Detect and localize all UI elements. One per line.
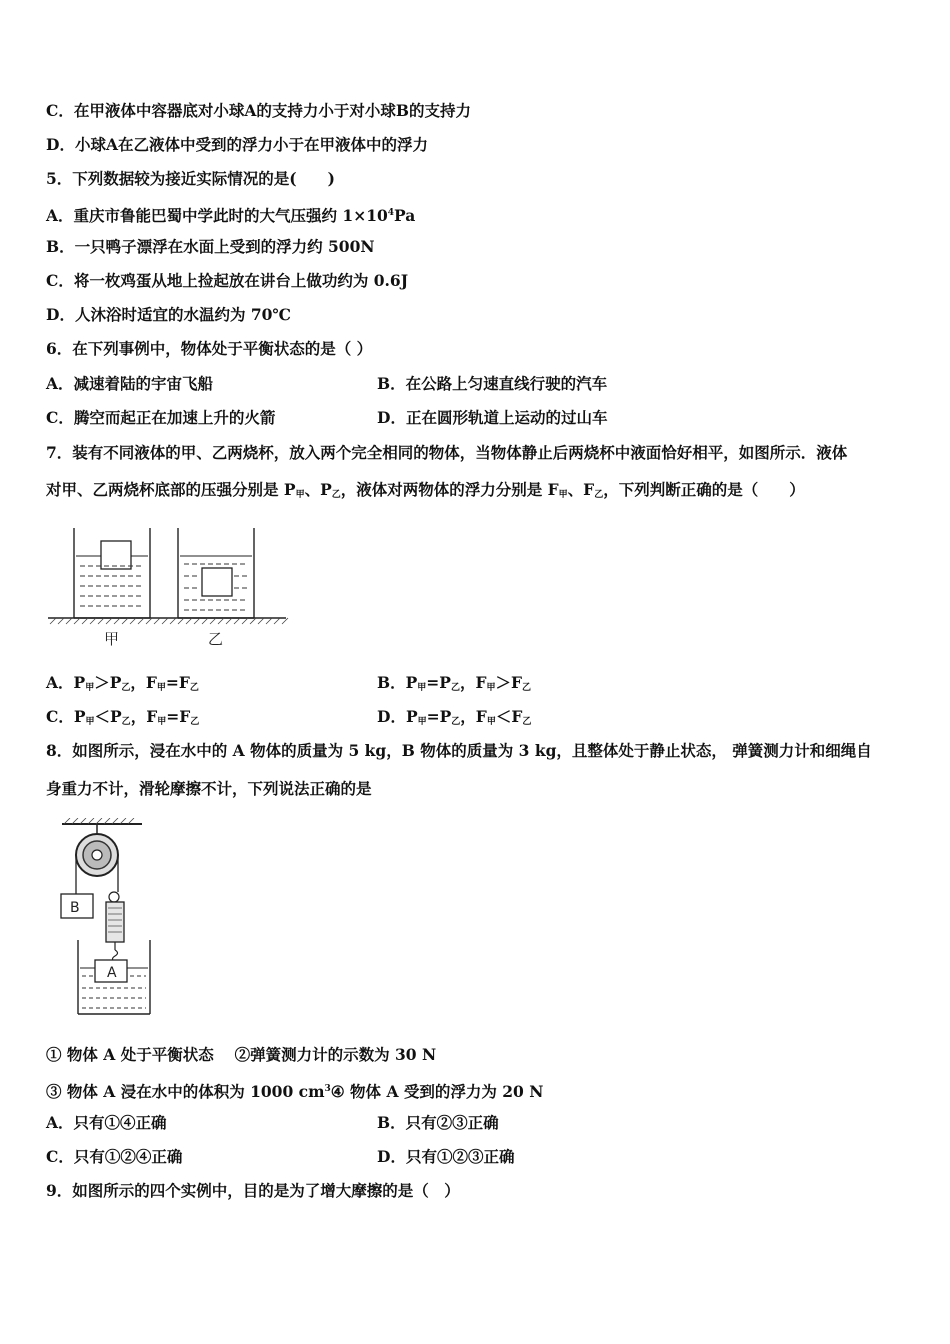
q5-option-a: [46, 203, 415, 226]
q6-option-a: A．减速着陆的宇宙飞船: [46, 374, 214, 393]
q7-subscript: 乙: [121, 717, 131, 727]
q7-subscript: 乙: [522, 683, 532, 693]
q7-option-part: =F: [166, 707, 191, 726]
q8-pulley-figure: [52, 818, 162, 1018]
q7-option-part: ＜P: [94, 707, 122, 726]
q7-label-jia: 甲: [104, 630, 120, 648]
q7-subscript: 甲: [558, 490, 568, 500]
q7-stem-line1: 7．装有不同液体的甲、乙两烧杯，放入两个完全相同的物体，当物体静止后两烧杯中液面恰好相平，如图所示．液体: [46, 443, 848, 462]
q7-option-b: [377, 673, 531, 698]
q7-subscript: 乙: [522, 717, 532, 727]
q7-subscript: 甲: [157, 717, 167, 727]
q7-subscript: 甲: [486, 717, 496, 727]
q8-option-b: B．只有②③正确: [377, 1113, 499, 1132]
q8-stem-line2: 身重力不计，滑轮摩擦不计，下列说法正确的是: [46, 779, 372, 798]
q6-stem: 6．在下列事例中，物体处于平衡状态的是（ ）: [46, 339, 373, 358]
q6-option-d: D．正在圆形轨道上运动的过山车: [377, 408, 608, 427]
q8-option-c: C．只有①②④正确: [46, 1147, 183, 1166]
q7-subscript: 乙: [450, 683, 460, 693]
q8-statement-exponent: 3: [324, 1084, 331, 1094]
q7-subscript: 乙: [190, 717, 200, 727]
q7-option-part: =P: [426, 707, 452, 726]
q8-statement-part: ④ 物体 A 受到的浮力为 20 N: [330, 1082, 544, 1101]
q7-option-part: ，F: [130, 707, 158, 726]
q7-option-part: B．P: [377, 673, 418, 692]
q7-subscript: 甲: [85, 683, 95, 693]
q7-subscript: 甲: [295, 490, 305, 500]
q7-stem-part: ，液体对两物体的浮力分别是 F: [340, 480, 559, 499]
q7-option-part: C．P: [46, 707, 86, 726]
q8-statement-1-2: ① 物体 A 处于平衡状态 ②弹簧测力计的示数为 30 N: [46, 1045, 437, 1064]
q7-beakers-figure: [46, 524, 291, 650]
q5-option-a-exponent: 4: [387, 208, 395, 218]
q9-stem: 9．如图所示的四个实例中，目的是为了增大摩擦的是（ ）: [46, 1181, 460, 1200]
q7-option-a: [46, 673, 199, 698]
q7-subscript: 乙: [189, 683, 199, 693]
q4-option-c: C．在甲液体中容器底对小球A的支持力小于对小球B的支持力: [46, 101, 471, 120]
q4-option-d: D．小球A在乙液体中受到的浮力小于在甲液体中的浮力: [46, 135, 428, 154]
q7-object-jia: [101, 541, 131, 569]
q7-option-part: ＞P: [94, 673, 122, 692]
q7-stem-part: 、F: [567, 480, 595, 499]
q7-subscript: 甲: [417, 683, 427, 693]
q7-stem-part: ，下列判断正确的是（ ）: [603, 480, 805, 499]
q5-option-b: B．一只鸭子漂浮在水面上受到的浮力约 500N: [46, 237, 375, 256]
q6-option-c: C．腾空而起正在加速上升的火箭: [46, 408, 276, 427]
q7-label-yi: 乙: [208, 630, 224, 648]
q8-stem-line1: 8．如图所示，浸在水中的 A 物体的质量为 5 kg，B 物体的质量为 3 kg，且整体处于静止状态， 弹簧测力计和细绳自: [46, 741, 872, 760]
q7-object-yi: [202, 568, 232, 596]
q8-statement-part: ③ 物体 A 浸在水中的体积为 1000 cm: [46, 1082, 325, 1101]
q7-subscript: 乙: [331, 490, 341, 500]
q8-option-d: D．只有①②③正确: [377, 1147, 515, 1166]
q7-option-part: A．P: [46, 673, 86, 692]
q7-stem-line2: [46, 480, 805, 505]
q8-statement-3-4: [46, 1079, 543, 1102]
q7-subscript: 乙: [451, 717, 461, 727]
q6-option-b: B．在公路上匀速直线行驶的汽车: [377, 374, 608, 393]
q7-option-part: ＞F: [495, 673, 522, 692]
q7-option-part: D．P: [377, 707, 418, 726]
q8-label-b: B: [70, 900, 80, 916]
q7-option-d: [377, 707, 531, 732]
q7-subscript: 乙: [121, 683, 131, 693]
q7-option-part: ，F: [459, 673, 487, 692]
q5-option-a-text: A．重庆市鲁能巴蜀中学此时的大气压强约 1×10: [46, 206, 388, 225]
q7-subscript: 甲: [417, 717, 427, 727]
q7-stem-part: 、P: [304, 480, 332, 499]
q7-subscript: 甲: [486, 683, 496, 693]
q8-option-a: A．只有①④正确: [46, 1113, 167, 1132]
q5-option-d: D．人沐浴时适宜的水温约为 70℃: [46, 305, 291, 324]
q7-subscript: 乙: [594, 490, 604, 500]
q7-option-part: ＜F: [495, 707, 523, 726]
q7-option-part: ，F: [130, 673, 157, 692]
q7-subscript: 甲: [156, 683, 166, 693]
q7-option-part: =P: [426, 673, 451, 692]
q5-stem: 5．下列数据较为接近实际情况的是( ): [46, 169, 335, 188]
q5-option-a-unit: Pa: [394, 206, 416, 225]
q7-option-part: =F: [165, 673, 190, 692]
q7-stem-part: 对甲、乙两烧杯底部的压强分别是 P: [46, 480, 296, 499]
q8-label-a: A: [107, 965, 117, 981]
q7-subscript: 甲: [85, 717, 95, 727]
q5-option-c: C．将一枚鸡蛋从地上捡起放在讲台上做功约为 0.6J: [46, 271, 409, 290]
q7-option-part: ，F: [460, 707, 487, 726]
q7-option-c: [46, 707, 199, 732]
